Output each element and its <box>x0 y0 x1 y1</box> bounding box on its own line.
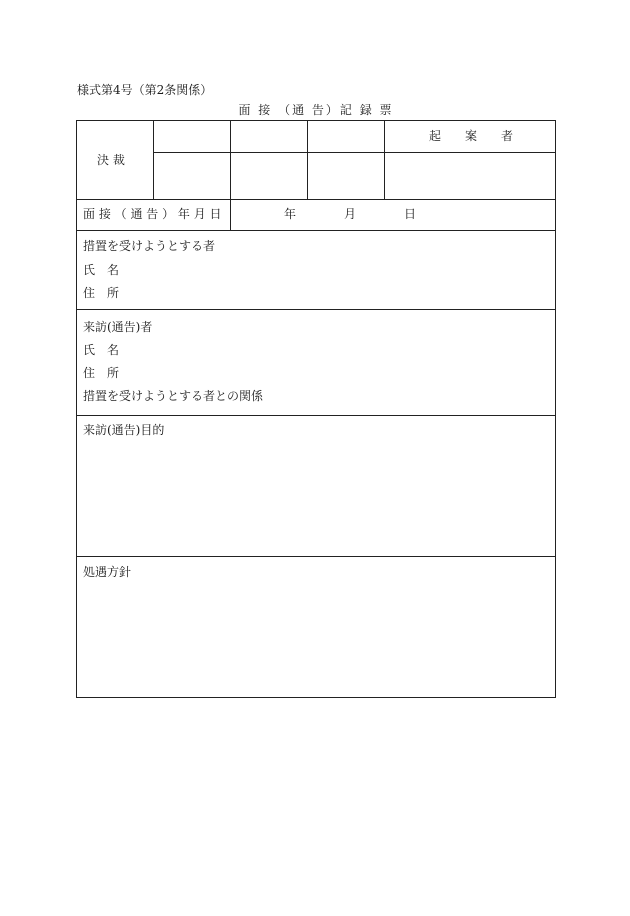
purpose-heading: 来訪(通告)目的 <box>83 423 165 437</box>
visitor-field[interactable] <box>137 341 553 411</box>
subject-address-label: 住 所 <box>83 286 120 300</box>
record-form <box>76 120 556 698</box>
date-year-label: 年 <box>284 207 297 221</box>
subject-heading: 措置を受けようとする者 <box>83 239 216 253</box>
section-divider <box>77 309 555 310</box>
approval-label: 決 裁 <box>97 153 125 167</box>
interview-date-field[interactable] <box>231 200 555 230</box>
policy-heading: 処遇方針 <box>83 565 132 579</box>
approval-stamp-box-3[interactable] <box>308 153 384 199</box>
drafter-label: 起 案 者 <box>429 129 514 143</box>
document-title: 面 接 （通 告）記 録 票 <box>238 103 394 117</box>
section-divider <box>77 556 555 557</box>
subject-name-label: 氏 名 <box>83 263 120 277</box>
section-divider <box>77 230 555 231</box>
visitor-heading: 来訪(通告)者 <box>83 320 153 334</box>
date-month-label: 月 <box>344 207 357 221</box>
section-divider <box>77 415 555 416</box>
approval-stamp-box-2[interactable] <box>231 153 307 199</box>
drafter-stamp-box[interactable] <box>385 153 555 199</box>
form-number-label: 様式第4号（第2条関係） <box>77 83 213 97</box>
approval-stamp-box-1[interactable] <box>154 153 230 199</box>
policy-field[interactable] <box>78 583 554 697</box>
visitor-name-label: 氏 名 <box>83 343 120 357</box>
interview-date-label: 面 接 （ 通 告 ） 年 月 日 <box>83 207 222 221</box>
purpose-field[interactable] <box>78 441 554 555</box>
date-day-label: 日 <box>404 207 417 221</box>
visitor-address-label: 住 所 <box>83 366 120 380</box>
subject-field[interactable] <box>137 261 553 307</box>
visitor-relation-label: 措置を受けようとする者との関係 <box>83 389 264 403</box>
